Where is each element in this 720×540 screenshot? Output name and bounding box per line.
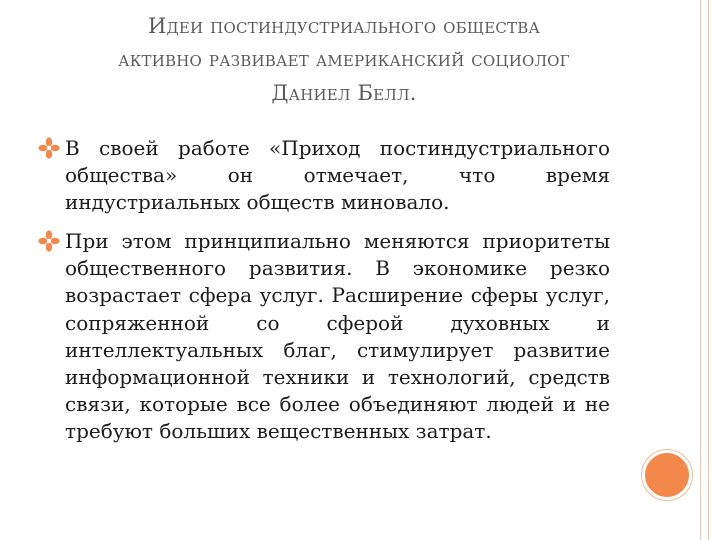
right-border-rail-outer: [708, 0, 709, 540]
slide-title-line-2: активно развивает американский социолог: [118, 47, 570, 71]
slide-title-line-3: Даниел Белл.: [271, 81, 417, 105]
slide-title-line-1: Идеи постиндустриального общества: [147, 14, 541, 38]
bullet-paragraph-1: В своей работе «Приход постиндустриального общества» он отмечает, что время индустриальных обществ миновало.: [65, 136, 610, 215]
flower-icon: [38, 137, 60, 159]
flower-icon: [38, 230, 60, 252]
bullet-paragraph-2: При этом принципиально меняются приоритеты общественного развития. В экономике резко возрастает сфера услуг. Расширение сферы услуг, сопряженной со сферой духовных и интеллектуальных благ, стимулирует развитие информационной техники и технологий, средств связи, которые все более объединяют людей и не требуют больших вещественных затрат.: [65, 229, 610, 444]
decorative-orange-circle: [642, 450, 692, 500]
right-border-rail: [700, 0, 701, 540]
